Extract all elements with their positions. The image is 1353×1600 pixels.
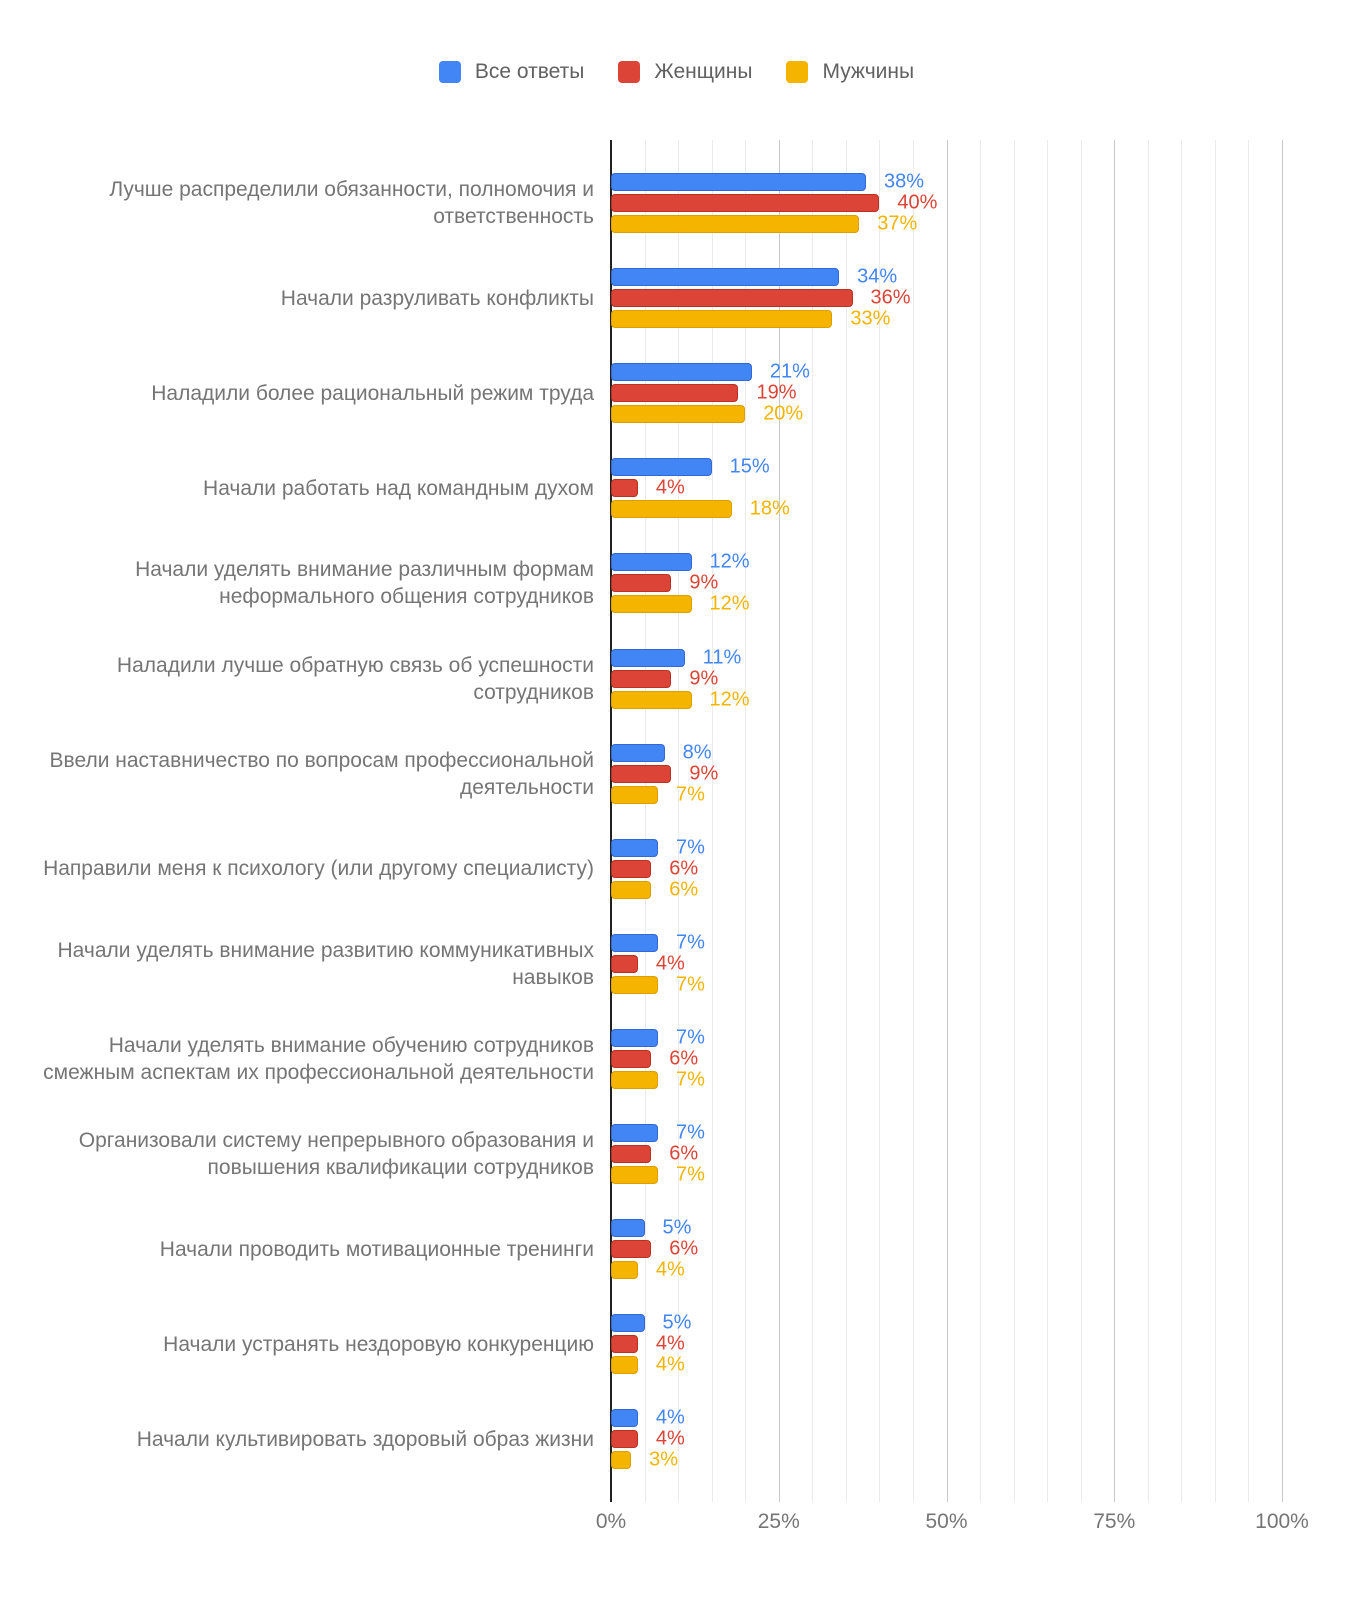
bar-track — [611, 783, 1283, 806]
bar-Все ответы[interactable] — [611, 839, 658, 857]
bar-value-label: 33% — [850, 307, 891, 330]
gridline — [812, 140, 813, 1502]
category-label: Начали уделять внимание различным формам неформального общения сотрудников — [135, 558, 594, 609]
bar-track — [611, 1068, 1283, 1091]
bar-Женщины[interactable] — [611, 574, 671, 592]
legend-swatch-women-icon — [618, 61, 640, 83]
bar-track — [611, 1406, 1283, 1429]
category-label: Лучше распределили обязанности, полномочия и ответственность — [109, 178, 594, 228]
bar-group — [611, 1216, 1283, 1281]
bar-track — [611, 265, 1283, 288]
gridline — [1181, 140, 1182, 1502]
category-label: Начали культивировать здоровый образ жизни — [136, 1427, 594, 1451]
legend-item-women — [618, 60, 752, 84]
bar-value-label: 34% — [857, 265, 898, 288]
bar-value-label: 4% — [655, 1258, 685, 1281]
bar-value-label: 6% — [669, 1237, 699, 1260]
bar-track — [611, 1121, 1283, 1144]
bar-Женщины[interactable] — [611, 765, 671, 783]
bar-value-label: 4% — [655, 1353, 685, 1376]
bar-track — [611, 857, 1283, 880]
bar-Женщины[interactable] — [611, 479, 638, 497]
bar-group — [611, 550, 1283, 615]
legend-swatch-men-icon — [786, 61, 808, 83]
bar-value-label: 12% — [709, 592, 750, 615]
bar-value-label: 6% — [669, 1047, 699, 1070]
bar-Женщины[interactable] — [611, 860, 651, 878]
bar-Мужчины[interactable] — [611, 691, 692, 709]
bar-Мужчины[interactable] — [611, 1356, 638, 1374]
bar-value-label: 7% — [675, 1068, 705, 1091]
bar-track — [611, 170, 1283, 193]
bar-track — [611, 1163, 1283, 1186]
bar-Женщины[interactable] — [611, 955, 638, 973]
bar-value-label: 15% — [729, 455, 770, 478]
bar-Все ответы[interactable] — [611, 1409, 638, 1427]
bar-Все ответы[interactable] — [611, 553, 692, 571]
bar-Женщины[interactable] — [611, 1335, 638, 1353]
bar-track — [611, 1353, 1283, 1376]
gridline — [779, 140, 780, 1502]
bar-value-label: 4% — [655, 476, 685, 499]
category-label: Начали устранять нездоровую конкуренцию — [163, 1332, 594, 1356]
bar-track — [611, 688, 1283, 710]
bar-value-label: 7% — [675, 1121, 705, 1144]
bar-Все ответы[interactable] — [611, 1029, 658, 1047]
bar-Все ответы[interactable] — [611, 934, 658, 952]
bar-Женщины[interactable] — [611, 1145, 651, 1163]
bar-Мужчины[interactable] — [611, 405, 745, 423]
gridline — [1215, 140, 1216, 1502]
bar-track — [611, 973, 1283, 996]
bar-track — [611, 762, 1283, 785]
bar-track — [611, 592, 1283, 615]
gridline — [947, 140, 948, 1502]
gridline — [980, 140, 981, 1502]
gridline — [1248, 140, 1249, 1502]
bar-track — [611, 497, 1283, 520]
bar-value-label: 6% — [669, 878, 699, 901]
x-axis — [0, 1510, 1353, 1540]
bar-Женщины[interactable] — [611, 194, 879, 212]
gridline — [712, 140, 713, 1502]
bar-group — [611, 836, 1283, 901]
bar-track — [611, 1311, 1283, 1334]
legend-label-women: Женщины — [654, 60, 753, 83]
legend-item-men — [786, 60, 914, 84]
bar-track — [611, 741, 1283, 764]
bar-Все ответы[interactable] — [611, 458, 712, 476]
bar-value-label: 5% — [662, 1216, 692, 1239]
bar-value-label: 38% — [883, 170, 924, 193]
bar-Все ответы[interactable] — [611, 173, 866, 191]
bar-track — [611, 1237, 1283, 1260]
bar-Все ответы[interactable] — [611, 1314, 645, 1332]
category-label: Начали работать над командным духом — [203, 476, 594, 500]
bar-Мужчины[interactable] — [611, 1451, 631, 1469]
bar-value-label: 9% — [689, 571, 719, 594]
bar-track — [611, 1047, 1283, 1070]
category-label: Организовали систему непрерывного образования и повышения квалификации сотрудников — [78, 1129, 594, 1179]
bar-track — [611, 1142, 1283, 1165]
bar-group — [611, 170, 1283, 235]
gridline — [1014, 140, 1015, 1502]
gridline — [879, 140, 880, 1502]
bar-track — [611, 191, 1283, 214]
bar-value-label: 19% — [756, 381, 797, 404]
bar-value-label: 11% — [702, 646, 742, 668]
gridline — [1114, 140, 1115, 1502]
bar-Женщины[interactable] — [611, 384, 738, 402]
bar-Все ответы[interactable] — [611, 649, 685, 667]
category-label: Наладили лучше обратную связь об успешности сотрудников — [116, 653, 594, 704]
gridline — [1148, 140, 1149, 1502]
gridline — [1081, 140, 1082, 1502]
y-axis-baseline — [610, 140, 612, 1502]
bar-Все ответы[interactable] — [611, 268, 839, 286]
gridline — [1047, 140, 1048, 1502]
gridline — [913, 140, 914, 1502]
legend-label-men: Мужчины — [822, 60, 915, 83]
bar-value-label: 18% — [749, 497, 790, 520]
bar-group — [611, 741, 1283, 806]
bar-track — [611, 1448, 1283, 1471]
bar-group — [611, 646, 1283, 710]
bar-track — [611, 212, 1283, 235]
bar-group — [611, 1311, 1283, 1376]
bar-group — [611, 265, 1283, 330]
bar-value-label: 12% — [709, 550, 750, 573]
bar-group — [611, 455, 1283, 520]
legend-swatch-all-answers-icon — [439, 61, 461, 83]
bar-Женщины[interactable] — [611, 1240, 651, 1258]
bar-Мужчины[interactable] — [611, 786, 658, 804]
bar-track — [611, 286, 1283, 309]
bar-track — [611, 931, 1283, 954]
x-axis-tick-label: 50% — [925, 1510, 968, 1533]
bar-track — [611, 836, 1283, 859]
bar-value-label: 4% — [655, 1332, 685, 1355]
bar-track — [611, 360, 1283, 383]
gridline — [1282, 140, 1283, 1502]
legend-label-all-answers: Все ответы — [474, 60, 585, 83]
bar-value-label: 20% — [763, 402, 804, 425]
bar-Мужчины[interactable] — [611, 310, 832, 328]
bar-Женщины[interactable] — [611, 1050, 651, 1068]
bar-track — [611, 878, 1283, 901]
legend-item-all-answers — [439, 60, 584, 84]
bar-group — [611, 360, 1283, 425]
bar-group — [611, 931, 1283, 996]
bar-value-label: 8% — [682, 741, 712, 764]
bar-Мужчины[interactable] — [611, 1261, 638, 1279]
bar-value-label: 7% — [675, 783, 705, 806]
plot-area — [0, 140, 1353, 1502]
x-axis-tick-label: 25% — [757, 1510, 800, 1533]
bar-value-label: 36% — [870, 286, 911, 309]
bar-track — [611, 307, 1283, 330]
bar-track — [611, 646, 1283, 668]
bar-value-label: 7% — [675, 931, 705, 954]
x-axis-tick-label: 0% — [595, 1510, 627, 1533]
bar-value-label: 5% — [662, 1311, 692, 1334]
bar-Женщины[interactable] — [611, 289, 853, 307]
bar-value-label: 7% — [675, 836, 705, 859]
bar-Мужчины[interactable] — [611, 215, 859, 233]
bar-track — [611, 402, 1283, 425]
gridline — [678, 140, 679, 1502]
bar-Все ответы[interactable] — [611, 744, 665, 762]
bar-Мужчины[interactable] — [611, 1166, 658, 1184]
bar-value-label: 7% — [675, 1163, 705, 1186]
bar-value-label: 9% — [689, 667, 719, 689]
bar-track — [611, 381, 1283, 404]
x-axis-tick-label: 100% — [1255, 1510, 1309, 1533]
category-label: Направили меня к психологу (или другому специалисту) — [43, 857, 594, 881]
bar-value-label: 6% — [669, 1142, 699, 1165]
category-label: Наладили более рациональный режим труда — [151, 381, 594, 405]
bar-value-label: 4% — [655, 952, 685, 975]
gridline — [846, 140, 847, 1502]
gridline — [745, 140, 746, 1502]
bar-Мужчины[interactable] — [611, 500, 732, 518]
bar-Мужчины[interactable] — [611, 595, 692, 613]
bar-value-label: 12% — [709, 688, 750, 710]
bar-group — [611, 1406, 1283, 1471]
bar-track — [611, 1427, 1283, 1450]
bar-Женщины[interactable] — [611, 1430, 638, 1448]
category-label: Начали разруливать конфликты — [280, 286, 594, 310]
bar-value-label: 7% — [675, 973, 705, 996]
bar-Все ответы[interactable] — [611, 1124, 658, 1142]
bar-Женщины[interactable] — [611, 670, 671, 688]
category-label: Начали уделять внимание развитию коммуникативных навыков — [57, 938, 594, 989]
bar-value-label: 7% — [675, 1026, 705, 1049]
bar-track — [611, 1258, 1283, 1281]
bar-track — [611, 952, 1283, 975]
bar-Мужчины[interactable] — [611, 1071, 658, 1089]
bar-track — [611, 550, 1283, 573]
bar-Мужчины[interactable] — [611, 881, 651, 899]
x-axis-tick-label: 75% — [1093, 1510, 1136, 1533]
bar-value-label: 4% — [655, 1406, 685, 1429]
bar-Все ответы[interactable] — [611, 1219, 645, 1237]
bar-track — [611, 571, 1283, 594]
bar-track — [611, 476, 1283, 499]
bar-track — [611, 667, 1283, 689]
bar-group — [611, 1026, 1283, 1091]
bar-value-label: 21% — [769, 360, 810, 383]
bar-Мужчины[interactable] — [611, 976, 658, 994]
bar-value-label: 37% — [877, 212, 918, 235]
bar-track — [611, 1332, 1283, 1355]
bar-track — [611, 1026, 1283, 1049]
category-label: Начали проводить мотивационные тренинги — [159, 1237, 594, 1261]
bar-track — [611, 1216, 1283, 1239]
bar-value-label: 3% — [649, 1448, 679, 1471]
bar-value-label: 4% — [655, 1427, 685, 1450]
bar-Все ответы[interactable] — [611, 363, 752, 381]
category-label: Начали уделять внимание обучению сотрудников смежным аспектам их профессиональной деятельности — [43, 1033, 594, 1084]
bar-value-label: 6% — [669, 857, 699, 880]
bar-value-label: 9% — [689, 762, 719, 785]
bar-track — [611, 455, 1283, 478]
category-label: Ввели наставничество по вопросам профессиональной деятельности — [49, 748, 594, 799]
bar-value-label: 40% — [897, 191, 938, 214]
legend — [0, 60, 1353, 84]
bar-group — [611, 1121, 1283, 1186]
gridline — [645, 140, 646, 1502]
